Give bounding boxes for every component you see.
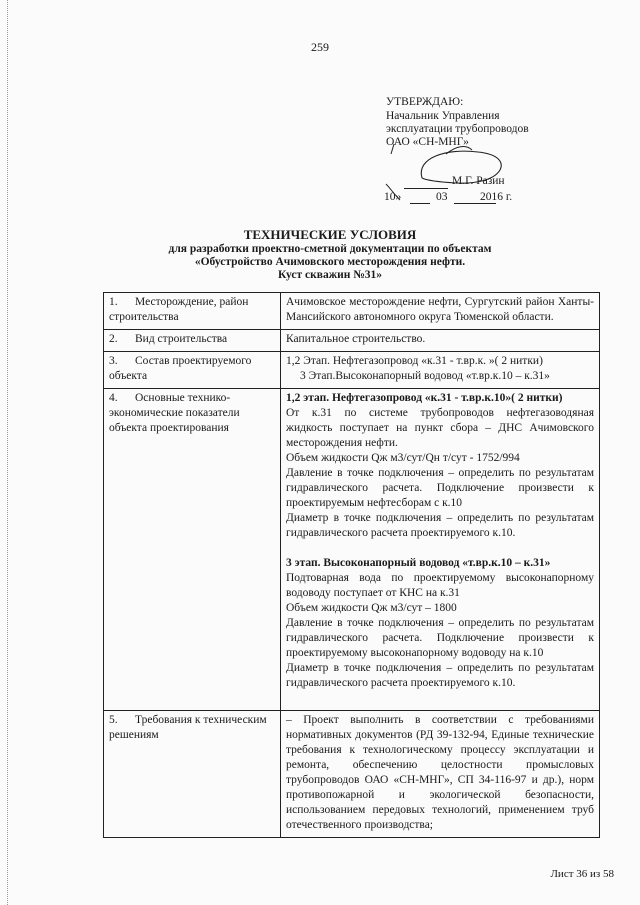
sheet-footer: Лист 36 из 58 [550,868,614,880]
stage-3-title: 3 этап. Высоконапорный водовод «т.вр.к.10 – к.31» [286,557,551,569]
stage-3-pressure: Давление в точке подключения – определить по результатам гидравлического расчета. Подключение произвести к проектируемому высоконапорному водоводу на к.10 [286,617,594,659]
row-label-cell [104,711,281,838]
stage-12-pressure: Давление в точке подключения – определить по результатам гидравлического расчета. Подключение произвести к проектируемым нефтесборам с к.10 [286,467,594,509]
binding-margin-line [7,0,8,905]
row-label-cell [104,352,281,389]
stage-12-paragraph: От к.31 по системе трубопроводов нефтегазоводяная жидкость поступает на пункт сбора – ДНС Ачимовского месторождения нефти. [286,407,594,449]
stage-3-volume: Объем жидкости Qж м3/сут – 1800 [286,602,457,614]
table-row [104,352,600,389]
stage-3-diameter: Диаметр в точке подключения – определить по результатам гидравлического расчета проектируемого к.10. [286,662,594,689]
stage-3-paragraph: Подтоварная вода по проектируемому высоконапорному водоводу поступает от КНС на к.31 [286,572,594,599]
date-month: 03 [436,191,448,203]
row-label-cell [104,293,281,330]
document-heading [120,228,540,282]
stage-12-title: 1,2 этап. Нефтегазопровод «к.31 - т.вр.к.10»( 2 нитки) [286,392,563,404]
stage-12-volume: Объем жидкости Qж м3/сут/Qн т/сут - 1752/994 [286,452,520,464]
row-label-cell [104,389,281,711]
stage-12-diameter: Диаметр в точке подключения – определить по результатам гидравлического расчета проектируемого к.10. [286,512,594,539]
date-year: 2016 г. [480,191,513,203]
row-value: Ачимовское месторождение нефти, Сургутский район Ханты-Мансийского автономного округа Тюменской области. [281,293,600,330]
row-label: Требования к техническим решениям [109,714,267,741]
date-underline-1 [410,203,430,204]
heading-line4: Куст скважин №31» [277,269,383,281]
table-row [104,330,600,352]
heading-line3: «Обустройство Ачимовского месторождения нефти. [194,256,466,268]
stage-3-line: 3 Этап.Высоконапорный водовод «т.вр.к.10 – к.31» [300,370,550,382]
approval-company: ОАО «СН-МНГ» [386,136,469,148]
signatory-name: М.Г. Разин [452,175,505,187]
row-value-cell [281,389,600,711]
heading-line2: для разработки проектно-сметной документации по объектам [168,243,492,255]
row-number: 2. [109,333,118,345]
row-value-cell [281,352,600,389]
table-row [104,389,600,711]
row-value: Капитальное строительство. [281,330,600,352]
specifications-table [103,292,600,838]
handwritten-signature [386,140,516,202]
row-value: – Проект выполнить в соответствии с требованиями нормативных документов (РД 39-132-94, Единые технические требования к технологическому процессу эксплуатации и ремонта, обеспечению целостности промысловых трубопроводов ОАО «СН-МНГ», СП 34-116-97 и др.), норм противопожарной и экологической безопасности, использованием передовых технологий, применением труб отечественного производства; [281,711,600,838]
table-row [104,711,600,838]
row-number: 3. [109,355,118,367]
row-label: Месторождение, район строительства [109,296,249,323]
row-label: Состав проектируемого объекта [109,355,252,382]
row-number: 4. [109,392,118,404]
row-number: 5. [109,714,118,726]
heading-title: ТЕХНИЧЕСКИЕ УСЛОВИЯ [243,227,417,242]
row-label: Вид строительства [135,333,228,345]
row-label-cell [104,330,281,352]
stage-12-line: 1,2 Этап. Нефтегазопровод «к.31 - т.вр.к. »( 2 нитки) [286,355,543,367]
table-row [104,293,600,330]
approval-position-line2: эксплуатации трубопроводов [386,123,529,135]
row-label: Основные технико-экономические показатели объекта проектирования [109,392,240,434]
row-number: 1. [109,296,118,308]
date-day: 10» [384,191,402,203]
approval-position-line1: Начальник Управления [386,110,500,122]
approval-title: УТВЕРЖДАЮ: [386,96,464,108]
page-number: 259 [311,40,329,54]
